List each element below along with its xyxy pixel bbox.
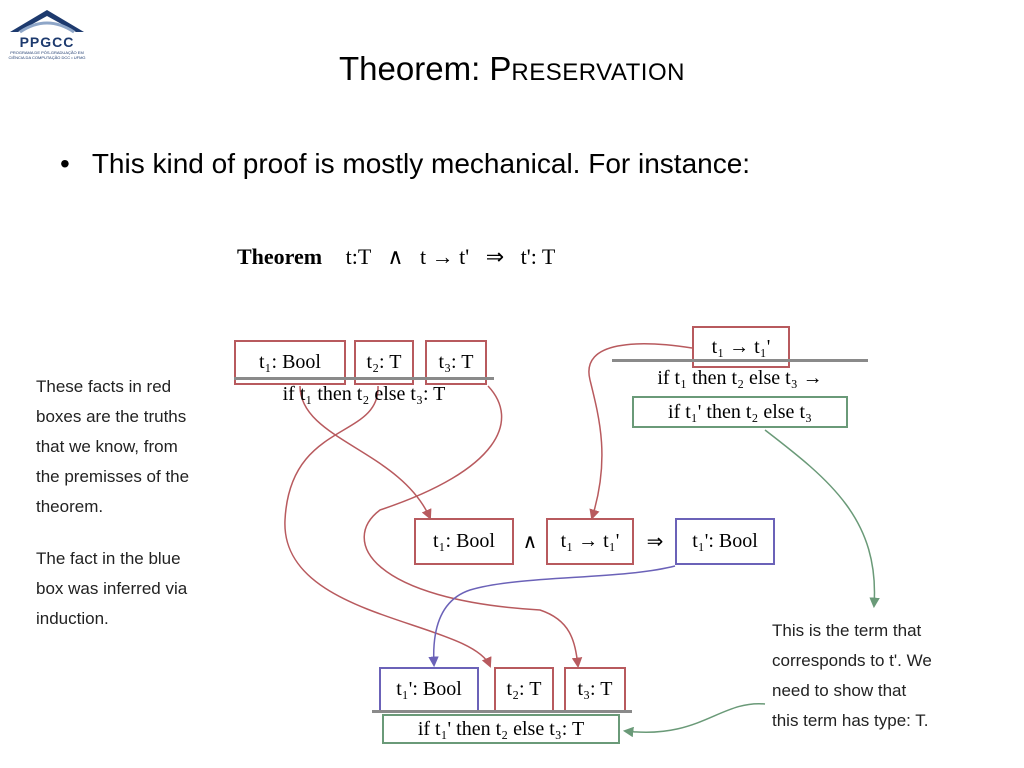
title-smallcaps: RESERVATION (511, 59, 685, 86)
note-line: induction. (36, 609, 109, 628)
bottom-premise-t3-t: t₃: T (564, 667, 626, 712)
note-line: These facts in red (36, 377, 172, 396)
note-line: The fact in the blue (36, 549, 181, 568)
note-line: that we know, from (36, 437, 178, 456)
premise-t3-t: t₃: T (425, 340, 487, 385)
premise-t1-step: t₁ → t₁' (692, 326, 790, 368)
conclusion-right-bottom: if t₁' then t₂ else t₃ (632, 396, 848, 428)
middle-t1prime-bool: t₁': Bool (675, 518, 775, 565)
bullet-dot-icon: • (60, 148, 70, 179)
note-line: need to show that (772, 681, 907, 700)
arrow-blue-inferred (434, 566, 675, 665)
note-line: This is the term that (772, 621, 922, 640)
note-line: this term has type: T. (772, 711, 929, 730)
conclusion-bottom: if t₁' then t₂ else t₃: T (382, 714, 620, 744)
title-first-letter: P (489, 50, 512, 87)
bullet-text: This kind of proof is mostly mechanical. For instance: (91, 148, 751, 179)
premise-t1-bool: t₁: Bool (234, 340, 346, 385)
bottom-premise-t1prime-bool: t₁': Bool (379, 667, 479, 712)
middle-and-symbol: ∧ (522, 531, 538, 553)
middle-implies-symbol: ⇒ (646, 531, 664, 553)
arrow-green-to-bottom (625, 704, 765, 733)
note-green-term (772, 616, 932, 736)
title-main: Theorem: (339, 50, 490, 87)
note-red-boxes (36, 372, 189, 522)
rule-line-bottom (372, 710, 632, 713)
conclusion-left: if t₁ then t₂ else t₃: T (282, 382, 446, 405)
rule-line-right (612, 359, 868, 362)
middle-t1-bool: t₁: Bool (414, 518, 514, 565)
conclusion-right-top: if t₁ then t₂ else t₃ → (657, 366, 823, 389)
note-line: the premisses of the (36, 467, 190, 486)
logo-name: PPGCC (19, 34, 75, 50)
arrow-green-to-note (765, 430, 874, 606)
bottom-premise-t2-t: t₂: T (494, 667, 554, 712)
note-line: theorem. (36, 497, 104, 516)
note-line: box was inferred via (36, 579, 188, 598)
middle-t1-step: t₁ → t₁' (546, 518, 634, 565)
logo-subtitle: PROGRAMA DE PÓS-GRADUAÇÃO EM CIÊNCIA DA COMPUTAÇÃO DCC • UFMG (8, 50, 86, 60)
premise-t2-t: t₂: T (354, 340, 414, 385)
note-blue-box (36, 544, 187, 634)
note-line: corresponds to t'. We (772, 651, 932, 670)
theorem-statement: t:T ∧ t → t' ⇒ t': T (345, 244, 556, 269)
note-line: boxes are the truths (36, 407, 187, 426)
theorem-label: Theorem (237, 244, 323, 269)
